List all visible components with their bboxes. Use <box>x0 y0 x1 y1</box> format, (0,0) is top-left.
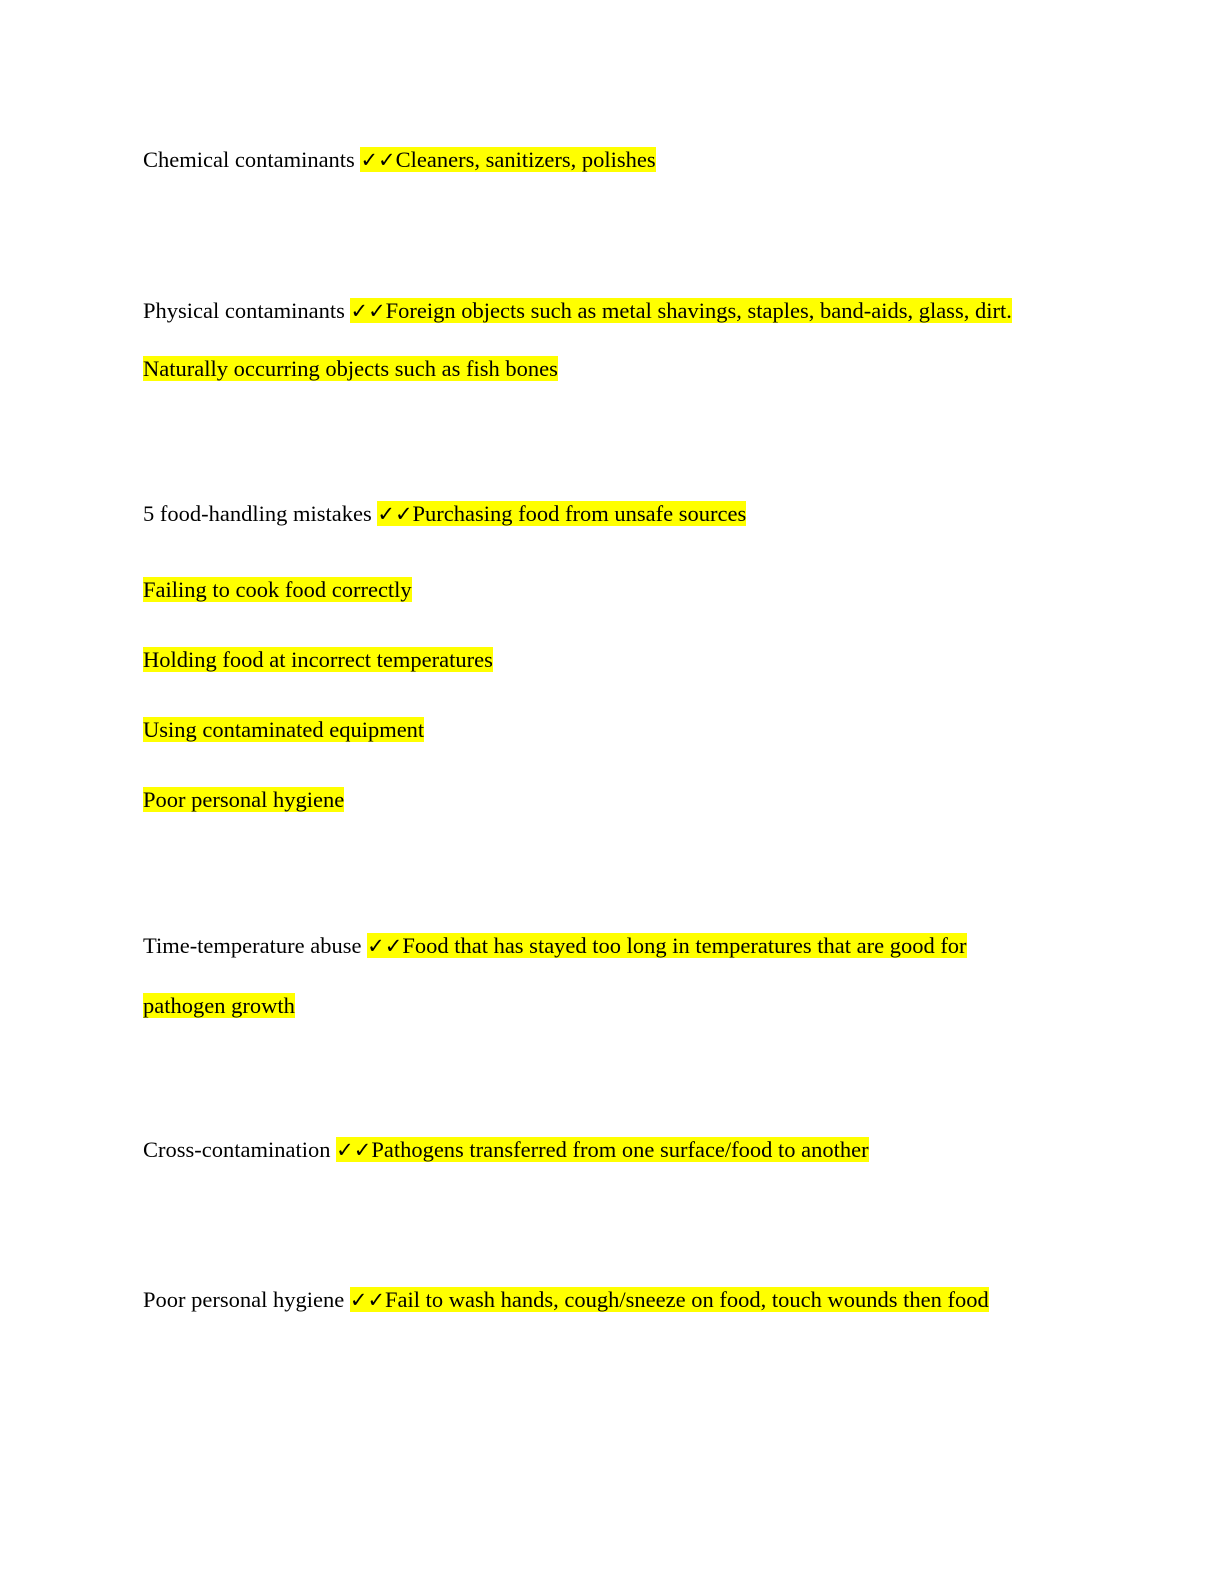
term: Cross-contamination <box>143 1137 331 1162</box>
definition-text: Pathogens transferred from one surface/food to another <box>371 1137 869 1162</box>
term: Physical contaminants <box>143 298 345 323</box>
definition-list-item <box>143 574 412 606</box>
definition-text: Naturally occurring objects such as fish bones <box>143 356 558 381</box>
card-food-handling-mistakes <box>143 498 746 530</box>
card-chemical-contaminants <box>143 144 656 176</box>
definition-text: Failing to cook food correctly <box>143 577 412 602</box>
card-poor-personal-hygiene <box>143 1284 989 1316</box>
check-icon: ✓✓ <box>360 148 396 172</box>
card-time-temperature-abuse <box>143 930 967 962</box>
check-icon: ✓✓ <box>336 1138 372 1162</box>
definition-text: Fail to wash hands, cough/sneeze on food, touch wounds then food <box>385 1287 989 1312</box>
definition-highlight <box>367 933 966 958</box>
term: Poor personal hygiene <box>143 1287 345 1312</box>
definition-text: Using contaminated equipment <box>143 717 425 742</box>
definition-text: pathogen growth <box>143 993 295 1018</box>
check-icon: ✓✓ <box>377 502 413 526</box>
definition-continuation <box>143 990 295 1022</box>
definition-text: Food that has stayed too long in temperatures that are good for <box>402 933 967 958</box>
card-physical-contaminants <box>143 295 1012 327</box>
definition-text: Foreign objects such as metal shavings, staples, band-aids, glass, dirt. <box>385 298 1012 323</box>
definition-text: Holding food at incorrect temperatures <box>143 647 493 672</box>
definition-highlight <box>360 147 655 172</box>
card-cross-contamination <box>143 1134 869 1166</box>
term: 5 food-handling mistakes <box>143 501 372 526</box>
definition-continuation <box>143 353 558 385</box>
definition-highlight <box>377 501 746 526</box>
definition-list-item <box>143 714 424 746</box>
check-icon: ✓✓ <box>350 299 386 323</box>
check-icon: ✓✓ <box>367 934 403 958</box>
definition-text: Purchasing food from unsafe sources <box>412 501 747 526</box>
check-icon: ✓✓ <box>349 1288 386 1312</box>
term: Time-temperature abuse <box>143 933 362 958</box>
definition-highlight <box>350 1287 989 1312</box>
definition-list-item <box>143 644 493 676</box>
definition-text: Cleaners, sanitizers, polishes <box>395 147 656 172</box>
term: Chemical contaminants <box>143 147 355 172</box>
definition-highlight <box>350 298 1011 323</box>
definition-text: Poor personal hygiene <box>143 787 345 812</box>
definition-highlight <box>336 1137 869 1162</box>
definition-list-item <box>143 784 344 816</box>
